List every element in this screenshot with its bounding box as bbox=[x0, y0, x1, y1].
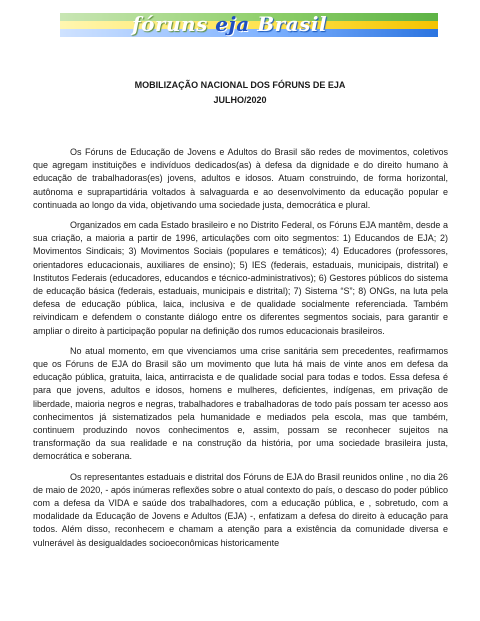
document-title: MOBILIZAÇÃO NACIONAL DOS FÓRUNS DE EJA bbox=[134, 80, 346, 90]
logo-word-brasil: Brasil bbox=[257, 13, 328, 36]
document-date: JULHO/2020 bbox=[213, 95, 267, 105]
paragraph-4: Os representantes estaduais e distrital dos Fóruns de EJA do Brasil reunidos online , no dia 26 de maio de 2020, - após inúmeras reflexões sobre o atual contexto do país, o descaso do poder público com a defesa da VIDA e saúde dos trabalhadores, com a educação pública, e , sobretudo, com a modalidade da Educação de Jovens e Adultos (EJA) -, enfatizam a defesa do direito à educação para todos. Além disso, reconhecem e chamam a atenção para a existência da comunidade diversa e vulnerável às desigualdades socioeconômicas historicamente bbox=[33, 471, 448, 548]
paragraph-3: No atual momento, em que vivenciamos uma crise sanitária sem precedentes, reafirmamos que os Fóruns de EJA do Brasil são um movimento que luta há mais de vinte anos em defesa da educação pública, gratuita, laica, antirracista e de qualidade social para todas e todos. Essa defesa é para que jovens, adultos e idosos, homens e mulheres, deficientes, indígenas, em privação de liberdade, maioria negros e negras, trabalhadores e trabalhadoras de todo país possam ter acesso aos conhecimentos já sistematizados pela humanidade e mediados pela escola, mas que também, continuem produzindo novos conhecimentos e, assim, possam se reconhecer sujeitos na transformação da sua realidade e na construção da história, por uma sociedade brasileira justa, democrática e soberana. bbox=[33, 345, 448, 462]
document-body bbox=[33, 146, 448, 557]
banner-logo-text bbox=[132, 13, 327, 36]
logo-word-eja: eja bbox=[215, 13, 250, 36]
paragraph-1: Os Fóruns de Educação de Jovens e Adultos do Brasil são redes de movimentos, coletivos que agregam instituições e indivíduos dedicados(as) à defesa da dignidade e do direito humano à educação de trabalhadoras(es) jovens, adultos e idosos. Atuam construindo, de forma horizontal, autônoma e suprapartidária voltados à salvaguarda e ao desenvolvimento da educação popular e continuada ao longo da vida, objetivando uma sociedade justa, democrática e plural. bbox=[33, 147, 448, 210]
logo-word-foruns: fóruns bbox=[132, 13, 208, 36]
paragraph-2: Organizados em cada Estado brasileiro e no Distrito Federal, os Fóruns EJA mantêm, desde a sua criação, a maioria a partir de 1996, articulações com oito segmentos: 1) Educandos de EJA; 2) Movimentos Sindicais; 3) Movimentos Sociais (populares e temáticos); 4) Educadores (professores, orientadores educacionais, auxiliares de ensino); 5) IES (federais, estaduais, municipais, distrital) e Institutos Federais (educadores, educandos e técnico-administrativos); 6) Gestores públicos do sistema de educação básica (federais, estaduais, municipais e distrital); 7) Sistema “S”; 8) ONGs, na luta pela defesa de educação pública, laica, inclusiva e de qualidade socialmente referenciada. Também reivindicam e defendem o constante diálogo entre os diferentes segmentos sociais, para garantir e ampliar o direito à participação popular na definição dos rumos educacionais brasileiros. bbox=[33, 220, 448, 336]
forum-banner-logo bbox=[60, 13, 438, 37]
